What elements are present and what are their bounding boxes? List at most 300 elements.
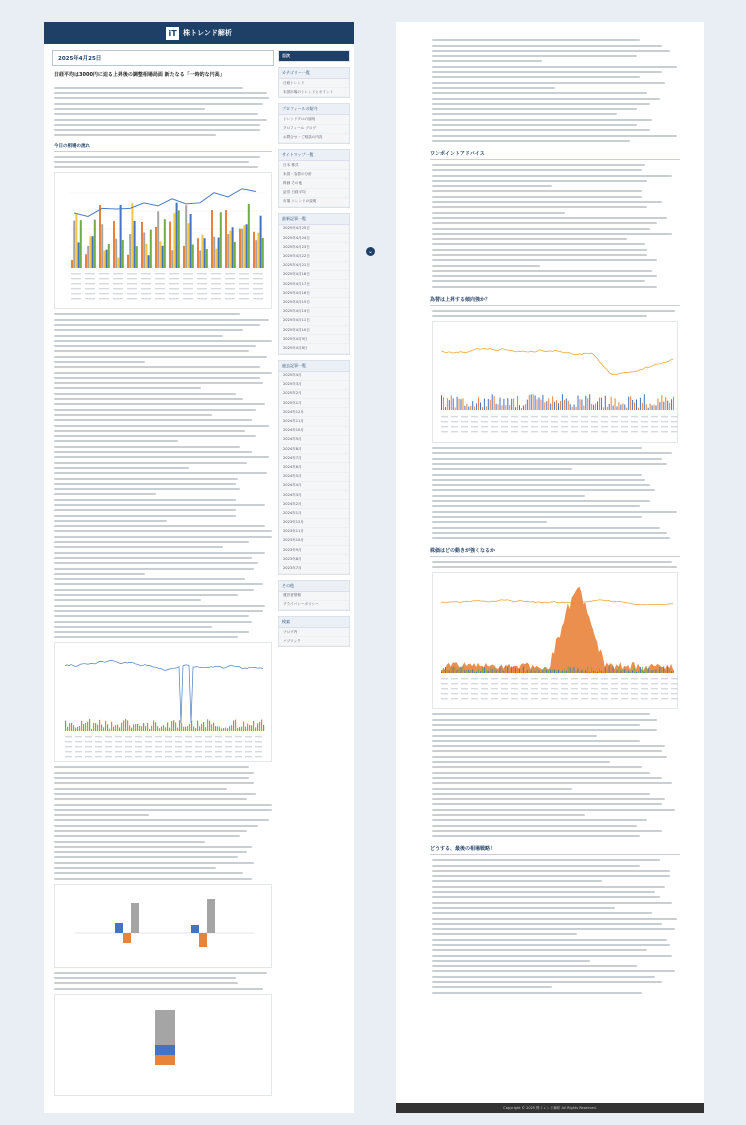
table-cell — [521, 683, 528, 684]
chart-bar — [120, 205, 122, 268]
table-cell — [127, 283, 137, 284]
text-line — [432, 798, 665, 800]
chevron-down-icon[interactable]: ⌄ — [367, 248, 374, 255]
chart-bar — [566, 398, 567, 410]
table-cell — [197, 298, 207, 299]
chart-bar — [134, 221, 136, 268]
text-line — [54, 830, 247, 832]
sidebar-link[interactable]: パブリック — [279, 637, 349, 646]
chart-bar — [220, 213, 222, 269]
chart-bar — [239, 229, 241, 268]
table-cell — [165, 741, 172, 742]
chart-bar — [171, 721, 172, 731]
text-line — [432, 745, 665, 747]
sidebar-link[interactable]: 2024年11月 — [279, 417, 349, 426]
table-cell — [481, 431, 488, 432]
chart-bar — [153, 721, 154, 731]
sidebar-link[interactable]: 2025年4月11日 — [279, 317, 349, 326]
sidebar-link[interactable]: 2024年4月 — [279, 482, 349, 491]
table-cell — [511, 416, 518, 417]
chart-bar — [618, 402, 619, 410]
table-cell — [113, 278, 123, 279]
table-cell — [561, 421, 568, 422]
table-cell — [511, 688, 518, 689]
sidebar-link[interactable]: お問合せ・ご相談の内容 — [279, 134, 349, 143]
chart-bar — [451, 667, 452, 673]
table-cell — [75, 741, 82, 742]
table-cell — [611, 698, 618, 699]
chart-bar — [603, 407, 604, 410]
table-cell — [225, 293, 235, 294]
table-cell — [75, 751, 82, 752]
sidebar-link[interactable]: 2024年7月 — [279, 454, 349, 463]
text-line — [54, 324, 260, 326]
chart-bar — [609, 404, 610, 410]
sidebar-section-title[interactable]: 過去記事一覧 — [279, 361, 349, 372]
chart-bar — [628, 671, 629, 673]
chart-bar — [585, 396, 586, 410]
chart-bar — [509, 672, 510, 674]
chart-bar — [605, 396, 606, 410]
table-cell — [451, 678, 458, 679]
table-cell — [205, 751, 212, 752]
sidebar-link[interactable]: 2023年7月 — [279, 564, 349, 573]
table-cell — [471, 421, 478, 422]
table-cell — [471, 416, 478, 417]
text-line — [432, 50, 670, 52]
sidebar-section-title[interactable]: カテゴリー一覧 — [279, 68, 349, 79]
chart-bar — [69, 724, 70, 732]
table-cell — [601, 678, 608, 679]
table-cell — [85, 736, 92, 737]
table-cell — [571, 693, 578, 694]
sidebar-link[interactable]: 2023年8月 — [279, 555, 349, 564]
text-line — [54, 166, 258, 168]
chart-bar — [113, 727, 114, 731]
chart-bar — [155, 723, 156, 732]
table-cell — [591, 683, 598, 684]
chart-bar — [159, 242, 161, 269]
table-cell — [175, 756, 182, 757]
text-line — [54, 615, 249, 617]
chart-bar — [206, 249, 208, 268]
text-line — [432, 949, 647, 951]
table-cell — [491, 678, 498, 679]
table-cell — [531, 683, 538, 684]
sidebar-link[interactable]: 2025年4月10日 — [279, 326, 349, 335]
table-cell — [245, 756, 252, 757]
text-line — [54, 414, 212, 416]
chart-bar — [468, 670, 469, 673]
text-line — [432, 902, 672, 904]
sidebar-link[interactable]: 日経トレンド — [279, 79, 349, 88]
chart-bar — [466, 404, 467, 410]
text-line — [432, 511, 677, 513]
table-cell — [491, 431, 498, 432]
table-cell — [71, 298, 81, 299]
text-line — [54, 161, 249, 163]
sidebar-link[interactable]: 2025年4月23日 — [279, 243, 349, 252]
chart-bar — [234, 242, 236, 268]
text-line — [432, 66, 677, 68]
table-cell — [671, 683, 678, 684]
text-line — [54, 456, 269, 458]
sidebar-link[interactable]: 2025年4月17日 — [279, 280, 349, 289]
table-cell — [451, 683, 458, 684]
chart-bar — [542, 670, 543, 673]
sidebar-section-title[interactable]: サイトマップ一覧 — [279, 150, 349, 161]
text-line — [54, 988, 263, 990]
table-cell — [631, 698, 638, 699]
table-cell — [511, 683, 518, 684]
chart-bar — [209, 721, 210, 731]
sidebar-link[interactable]: 2024年9月 — [279, 436, 349, 445]
chart-bar — [482, 407, 483, 410]
table-cell — [245, 746, 252, 747]
sidebar-link[interactable]: プロフィール ブログ — [279, 125, 349, 134]
table-cell — [85, 298, 95, 299]
text-line — [54, 583, 263, 585]
table-cell — [671, 698, 678, 699]
sidebar-link[interactable]: 2024年6月 — [279, 463, 349, 472]
text-line — [432, 912, 652, 914]
paragraph-block — [52, 313, 274, 638]
table-cell — [511, 698, 518, 699]
chart-bar — [127, 255, 129, 268]
table-cell — [521, 416, 528, 417]
sidebar-section-title[interactable]: プロフィールの紹介 — [279, 104, 349, 115]
sidebar-link[interactable]: 2024年8月 — [279, 445, 349, 454]
chart-bar — [622, 404, 623, 411]
sidebar-link[interactable]: 2023年12月 — [279, 519, 349, 528]
table-cell — [531, 698, 538, 699]
chart-bar — [533, 667, 534, 673]
chart-bar — [262, 238, 264, 268]
table-cell — [197, 288, 207, 289]
chart-bar — [519, 405, 520, 410]
text-line — [54, 793, 256, 795]
table-cell — [651, 688, 658, 689]
paragraph-block — [52, 972, 274, 990]
text-line — [432, 452, 672, 454]
table-cell — [541, 416, 548, 417]
table-cell — [481, 416, 488, 417]
chart-bar — [162, 246, 164, 268]
chart-bar — [207, 720, 208, 732]
text-line — [432, 891, 655, 893]
chart-bar — [103, 728, 104, 732]
text-line — [54, 856, 238, 858]
text-line — [54, 113, 258, 115]
chart-bar — [203, 722, 204, 731]
table-cell — [501, 678, 508, 679]
chart-line — [441, 348, 673, 374]
table-cell — [441, 683, 448, 684]
sidebar-link[interactable]: 2023年10月 — [279, 537, 349, 546]
sidebar-link[interactable]: 2025年1月 — [279, 399, 349, 408]
text-line — [432, 212, 565, 214]
sidebar-link[interactable]: トレンドプロの説明 — [279, 115, 349, 124]
sidebar-link[interactable]: 米国市場のトレンドとポイント — [279, 88, 349, 97]
paragraph-block — [430, 39, 680, 142]
sidebar-link[interactable]: 2023年9月 — [279, 546, 349, 555]
table-cell — [253, 298, 263, 299]
chart-bar — [630, 396, 631, 410]
sidebar-link[interactable]: 2025年4月15日 — [279, 298, 349, 307]
chart-bar — [544, 402, 545, 410]
chart-bar — [77, 727, 78, 731]
chart-bar — [205, 728, 206, 732]
chart-bar — [617, 407, 618, 411]
text-line — [54, 313, 240, 315]
chart-bar — [503, 399, 504, 410]
text-line — [432, 60, 542, 62]
sidebar-section-title[interactable]: 最新記事一覧 — [279, 214, 349, 225]
text-line — [432, 729, 657, 731]
text-line — [54, 97, 269, 99]
text-line — [432, 238, 627, 240]
sidebar-section-title[interactable]: その他 — [279, 581, 349, 592]
chart-bar — [187, 224, 189, 269]
table-cell — [235, 741, 242, 742]
text-line — [432, 944, 670, 946]
chart-bar — [644, 672, 645, 673]
table-cell — [205, 756, 212, 757]
table-cell — [105, 751, 112, 752]
chart-bar — [94, 220, 96, 268]
chart-bar — [177, 728, 178, 731]
paragraph-block — [430, 561, 680, 568]
sidebar-link[interactable]: ブログ内 — [279, 628, 349, 637]
chart-bar — [461, 667, 462, 673]
table-cell — [551, 416, 558, 417]
text-line — [432, 315, 647, 317]
sidebar-link[interactable]: 2025年2月 — [279, 390, 349, 399]
table-cell — [581, 683, 588, 684]
text-line — [54, 335, 223, 337]
chart-bar — [636, 672, 637, 673]
chart-bar — [482, 667, 483, 673]
chart-bar — [474, 672, 475, 673]
table-cell — [551, 426, 558, 427]
text-line — [54, 377, 260, 379]
sidebar-link[interactable]: 2024年10月 — [279, 427, 349, 436]
sidebar-link[interactable]: 2025年4月16日 — [279, 289, 349, 298]
table-cell — [571, 421, 578, 422]
text-line — [432, 928, 675, 930]
table-cell — [127, 293, 137, 294]
text-line — [432, 537, 670, 539]
table-cell — [113, 288, 123, 289]
table-cell — [581, 688, 588, 689]
sidebar-link[interactable]: 日本 株式 — [279, 161, 349, 170]
chart-bar — [511, 399, 512, 410]
chart-bar — [181, 723, 182, 731]
site-logo[interactable]: iT — [166, 27, 179, 40]
sidebar-link[interactable]: 2023年11月 — [279, 528, 349, 537]
table-cell — [441, 426, 448, 427]
table-cell — [631, 426, 638, 427]
sidebar-link[interactable]: 運営者情報 — [279, 592, 349, 601]
chart-bar — [455, 667, 456, 673]
sidebar-link[interactable]: プライバシーポリシー — [279, 601, 349, 610]
table-cell — [461, 426, 468, 427]
table-cell — [531, 416, 538, 417]
text-line — [54, 982, 238, 984]
chart-bar — [494, 396, 495, 410]
text-line — [54, 493, 156, 495]
chart-bar — [462, 398, 463, 410]
sidebar-link[interactable]: 2025年4月14日 — [279, 308, 349, 317]
chart-bar — [75, 214, 77, 269]
sidebar-link[interactable]: 2025年4月8日 — [279, 344, 349, 353]
chart-bar — [587, 398, 588, 410]
chart-bar — [221, 729, 222, 731]
table-cell — [105, 736, 112, 737]
sidebar-link[interactable]: 米国・為替の分析 — [279, 170, 349, 179]
chart-bar — [259, 722, 260, 731]
chart-bar — [634, 668, 635, 674]
table-cell — [169, 288, 179, 289]
chart-bar — [115, 239, 117, 268]
chart-bar — [131, 204, 133, 269]
text-line — [432, 458, 662, 460]
paragraph-block — [52, 87, 274, 137]
chart-bar — [79, 726, 80, 731]
chart-bar — [564, 400, 565, 410]
chart-bar — [219, 727, 220, 731]
text-line — [432, 190, 642, 192]
chart-bar — [67, 727, 68, 731]
chart-bar — [183, 246, 185, 268]
chart-bar — [593, 405, 594, 410]
table-cell — [451, 431, 458, 432]
text-line — [432, 201, 662, 203]
sidebar-link[interactable]: 2025年4月25日 — [279, 225, 349, 234]
table-cell — [641, 431, 648, 432]
table-cell — [211, 298, 221, 299]
sidebar-link[interactable]: 市場 トレンドの説明 — [279, 198, 349, 207]
chart-bar — [253, 721, 254, 731]
table-cell — [145, 741, 152, 742]
sidebar-link[interactable]: 2025年3月 — [279, 381, 349, 390]
sidebar-link[interactable]: 2025年4月9日 — [279, 335, 349, 344]
chart-bar — [572, 407, 573, 410]
chart-bar — [199, 251, 201, 268]
table-cell — [521, 678, 528, 679]
chart-bar — [175, 723, 176, 732]
chart-area — [441, 587, 673, 673]
sidebar — [278, 50, 350, 652]
sidebar-link[interactable]: 2024年12月 — [279, 408, 349, 417]
text-line — [54, 319, 269, 321]
chart-bar — [500, 667, 501, 674]
chart-bar — [507, 398, 508, 410]
chart-bar — [650, 671, 651, 674]
chart-bar — [247, 724, 248, 732]
sidebar-link[interactable]: 証券 日経平均 — [279, 189, 349, 198]
table-cell — [611, 693, 618, 694]
chart-bar — [591, 668, 592, 674]
chart-bar — [89, 237, 91, 269]
chart-bar — [537, 668, 538, 673]
table-cell — [581, 698, 588, 699]
table-cell — [551, 431, 558, 432]
table-cell — [183, 298, 193, 299]
sidebar-link[interactable]: 2024年5月 — [279, 473, 349, 482]
chart-bar — [558, 670, 559, 673]
sidebar-section — [278, 580, 350, 611]
table-cell — [235, 756, 242, 757]
sidebar-link[interactable]: 2025年4月24日 — [279, 234, 349, 243]
sidebar-link[interactable]: 2025年4月18日 — [279, 271, 349, 280]
text-line — [432, 185, 552, 187]
table-cell — [195, 756, 202, 757]
chart-bar — [143, 723, 144, 731]
sidebar-link[interactable]: 2025年4月22日 — [279, 252, 349, 261]
table-cell — [501, 698, 508, 699]
text-line — [432, 164, 645, 166]
sidebar-section — [278, 67, 350, 98]
text-line — [54, 87, 243, 89]
chart-bar — [632, 671, 633, 674]
table-cell — [245, 741, 252, 742]
table-cell — [205, 741, 212, 742]
chart-bar — [193, 727, 194, 732]
table-cell — [481, 683, 488, 684]
chart-bar — [139, 726, 140, 731]
text-line — [432, 918, 677, 920]
table-cell — [113, 283, 123, 284]
sidebar-link[interactable]: 2025年4月 — [279, 372, 349, 381]
table-cell — [471, 698, 478, 699]
table-cell — [581, 426, 588, 427]
chart-bar — [540, 400, 541, 410]
sidebar-section-title[interactable]: 検索 — [279, 617, 349, 628]
text-line — [432, 561, 672, 563]
table-cell — [135, 751, 142, 752]
text-line — [432, 217, 667, 219]
text-line — [432, 270, 652, 272]
chart-bar — [523, 406, 524, 410]
table-cell — [611, 426, 618, 427]
text-line — [54, 819, 269, 821]
chart-bar — [201, 235, 203, 268]
table-cell — [155, 746, 162, 747]
sidebar-link[interactable]: 2025年4月21日 — [279, 262, 349, 271]
sidebar-link[interactable]: 2024年3月 — [279, 491, 349, 500]
table-cell — [581, 431, 588, 432]
table-cell — [491, 416, 498, 417]
text-line — [54, 403, 265, 405]
section-heading: 今日の相場の流れ — [54, 143, 272, 152]
chart-bar — [634, 402, 635, 410]
chart-bar — [611, 669, 612, 673]
chart-bar — [87, 722, 88, 731]
sidebar-link[interactable]: 2024年1月 — [279, 509, 349, 518]
table-cell — [211, 288, 221, 289]
table-cell — [99, 283, 109, 284]
sidebar-link[interactable]: 株価 その他 — [279, 179, 349, 188]
chart-bar — [659, 402, 660, 410]
site-name[interactable]: 株トレンド解析 — [183, 29, 232, 37]
chart-bar — [248, 204, 250, 268]
chart-bar — [111, 722, 112, 731]
table-cell — [211, 293, 221, 294]
section-heading: 株価はどの動きが強くなるか — [430, 547, 680, 557]
sidebar-link[interactable]: 2024年2月 — [279, 500, 349, 509]
text-line — [54, 594, 238, 596]
